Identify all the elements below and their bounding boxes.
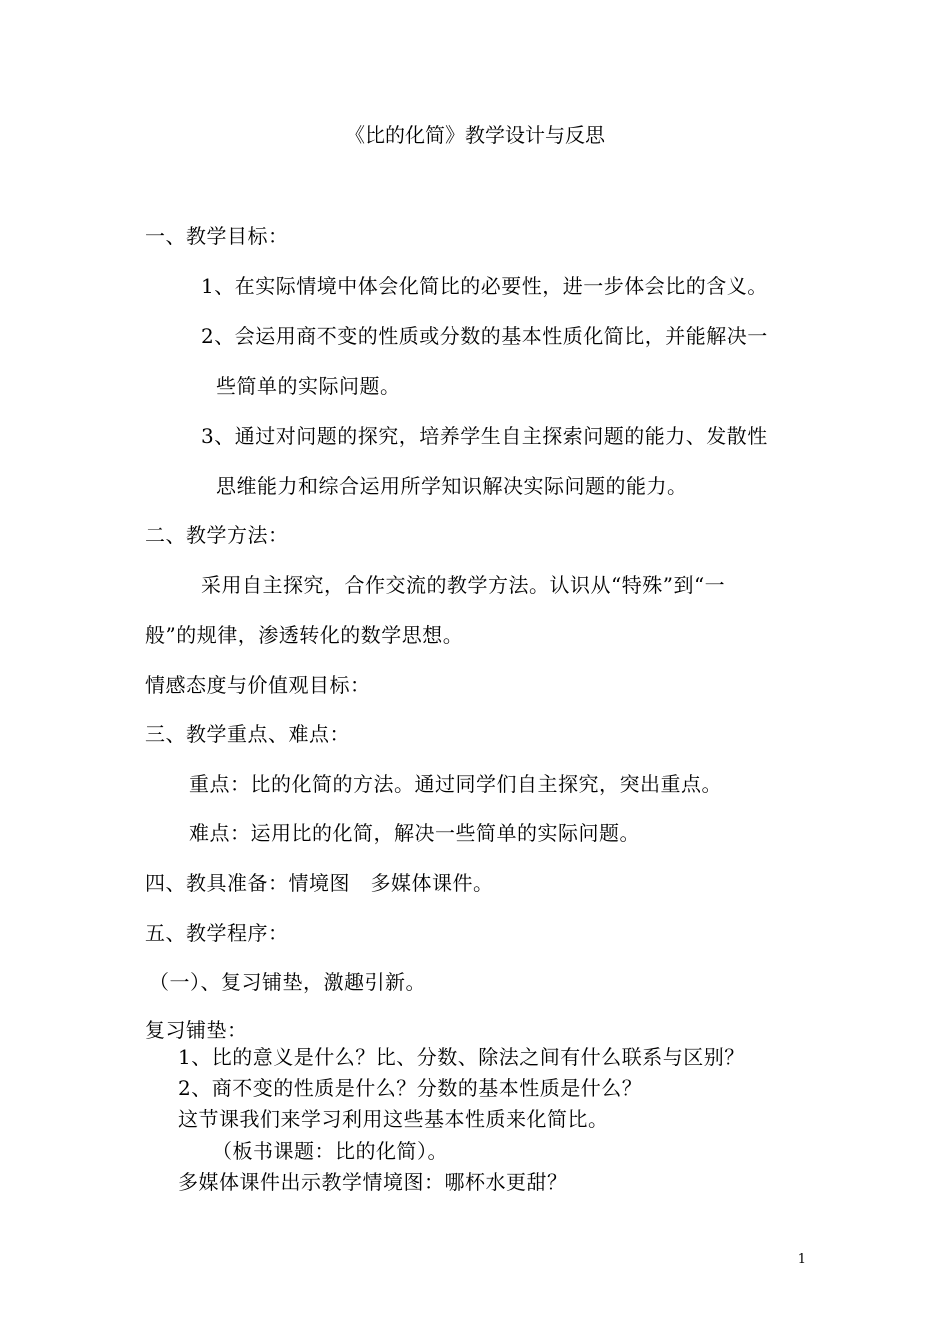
objective-item-3-cont: 思维能力和综合运用所学知识解决实际问题的能力。 <box>216 474 688 498</box>
page-number: 1 <box>797 1252 806 1267</box>
multimedia-scene: 多媒体课件出示教学情境图：哪杯水更甜？ <box>178 1170 568 1194</box>
section-heading-procedure: 五、教学程序： <box>145 921 289 945</box>
section-heading-materials: 四、教具准备：情境图 多媒体课件。 <box>145 871 494 895</box>
board-title: （板书课题：比的化简）。 <box>212 1139 448 1163</box>
objective-item-2-cont: 些简单的实际问题。 <box>216 374 401 398</box>
objective-item-2: 2、会运用商不变的性质或分数的基本性质化简比，并能解决一 <box>201 324 768 348</box>
objective-item-3: 3、通过对问题的探究，培养学生自主探索问题的能力、发散性 <box>201 424 768 448</box>
lesson-intro: 这节课我们来学习利用这些基本性质来化简比。 <box>178 1107 609 1131</box>
document-title: 《比的化简》教学设计与反思 <box>345 123 605 147</box>
emotion-goals-heading: 情感态度与价值观目标： <box>145 673 371 697</box>
review-heading: 复习铺垫： <box>145 1018 248 1042</box>
objective-item-1: 1、在实际情境中体会化简比的必要性，进一步体会比的含义。 <box>201 274 768 298</box>
review-question-1: 1、比的意义是什么？比、分数、除法之间有什么联系与区别？ <box>178 1045 745 1069</box>
review-question-2: 2、商不变的性质是什么？分数的基本性质是什么？ <box>178 1076 643 1100</box>
key-point: 重点：比的化简的方法。通过同学们自主探究，突出重点。 <box>189 772 722 796</box>
difficult-point: 难点：运用比的化简，解决一些简单的实际问题。 <box>189 821 640 845</box>
methods-paragraph-cont: 般”的规律，渗透转化的数学思想。 <box>145 623 464 647</box>
section-heading-methods: 二、教学方法： <box>145 523 289 547</box>
methods-paragraph: 采用自主探究，合作交流的教学方法。认识从“特殊”到“一 <box>201 573 726 597</box>
section-heading-objectives: 一、教学目标： <box>145 224 289 248</box>
procedure-step-1: （一）、复习铺垫，激趣引新。 <box>149 970 426 994</box>
section-heading-key-points: 三、教学重点、难点： <box>145 722 350 746</box>
